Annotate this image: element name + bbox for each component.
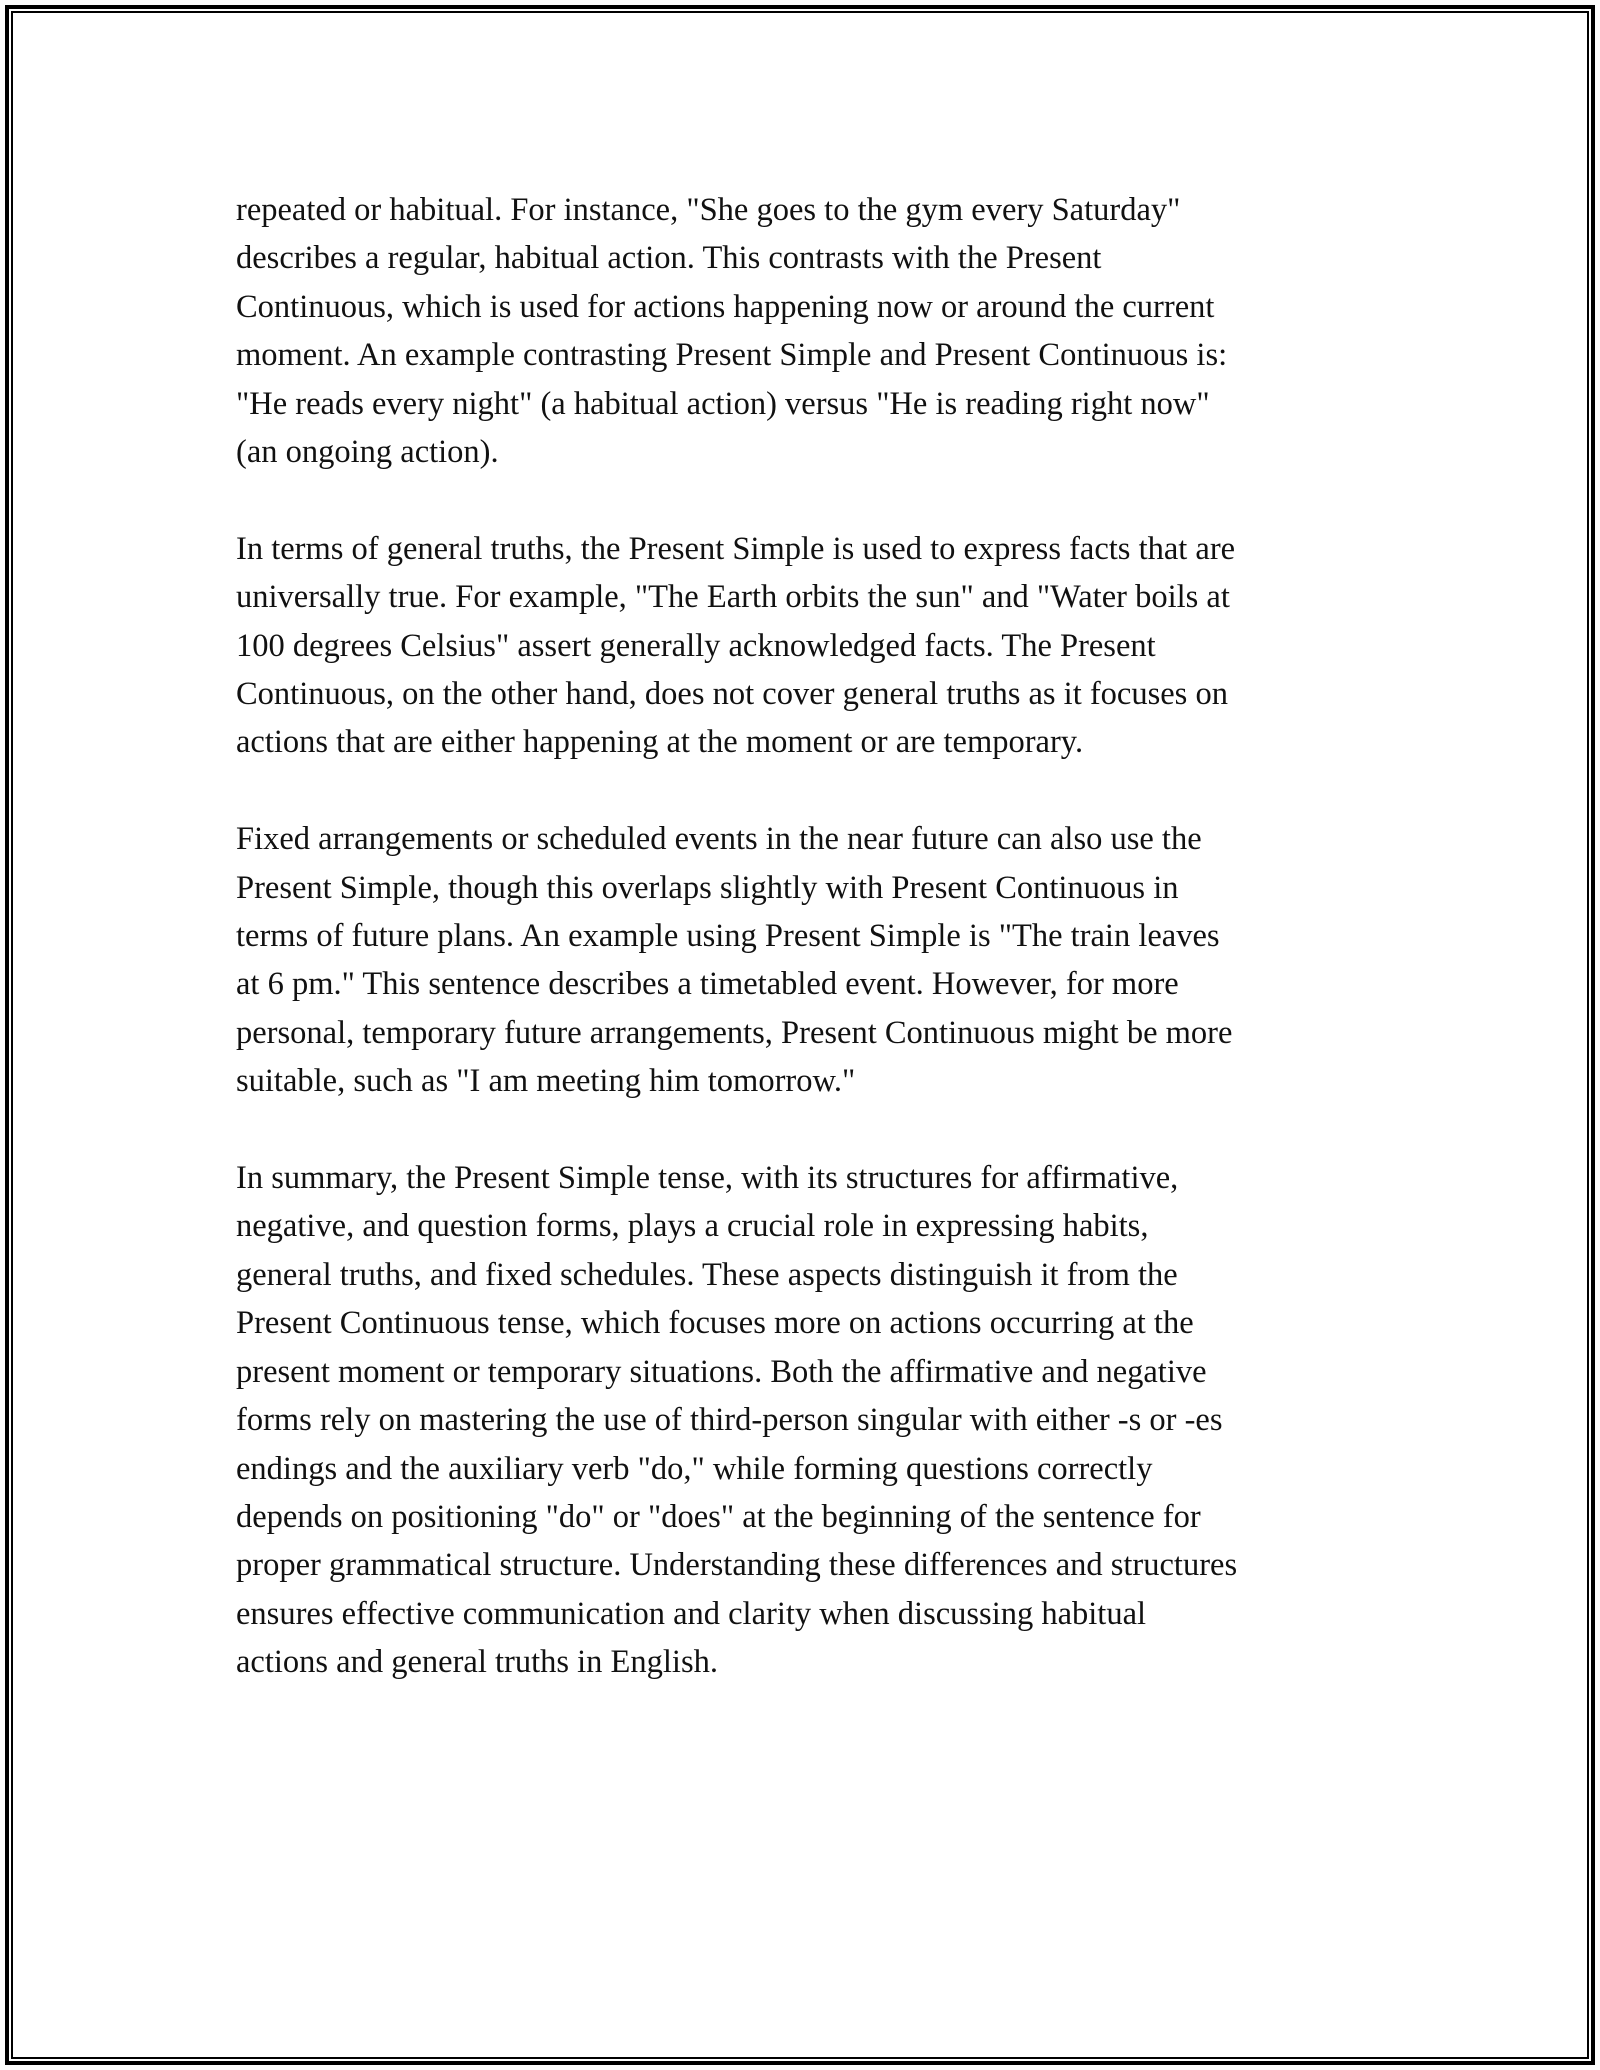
- paragraph-fixed-arrangements: Fixed arrangements or scheduled events in the near future can also use the Present Simple, though this overlaps slightly with Present Continuous in terms of future plans. An example using Present Simple is "The train leaves at 6 pm." This sentence describes a timetabled event. However, for more personal, temporary future arrangements, Present Continuous might be more suitable, such as "I am meeting him tomorrow.": [236, 821, 1233, 1100]
- document-body: [236, 186, 1376, 1735]
- paragraph-summary: In summary, the Present Simple tense, with its structures for affirmative, negative, and question forms, plays a crucial role in expressing habits, general truths, and fixed schedules. These aspects distinguish it from the Present Continuous tense, which focuses more on actions occurring at the present moment or temporary situations. Both the affirmative and negative forms rely on mastering the use of third-person singular with either -s or -es endings and the auxiliary verb "do," while forming questions correctly depends on positioning "do" or "does" at the beginning of the sentence for proper grammatical structure. Understanding these differences and structures ensures effective communication and clarity when discussing habitual actions and general truths in English.: [236, 1160, 1238, 1681]
- paragraph-habitual-actions: repeated or habitual. For instance, "She goes to the gym every Saturday" describes a regular, habitual action. This contrasts with the Present Continuous, which is used for actions happening now or around the current moment. An example contrasting Present Simple and Present Continuous is: "He reads every night" (a habitual action) versus "He is reading right now" (an ongoing action).: [236, 192, 1228, 471]
- paragraph-general-truths: In terms of general truths, the Present Simple is used to express facts that are universally true. For example, "The Earth orbits the sun" and "Water boils at 100 degrees Celsius" assert generally acknowledged facts. The Present Continuous, on the other hand, does not cover general truths as it focuses on actions that are either happening at the moment or are temporary.: [236, 530, 1236, 761]
